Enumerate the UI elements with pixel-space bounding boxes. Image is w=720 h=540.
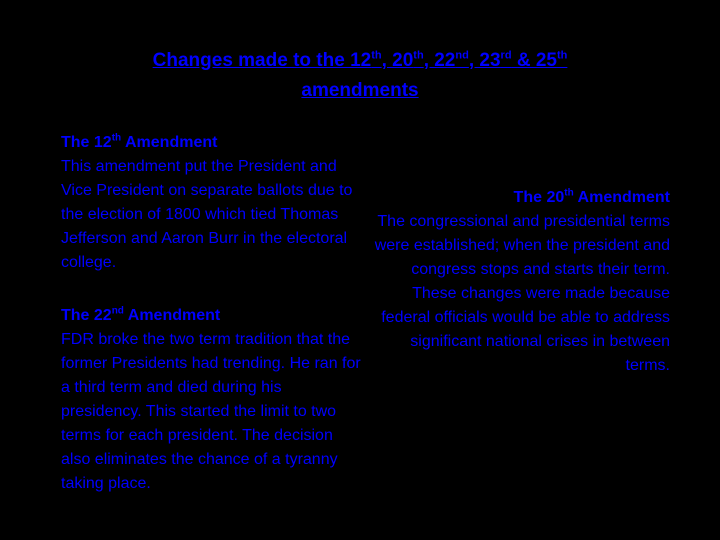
title-text: , 20 bbox=[381, 50, 414, 71]
amendment-12-body: This amendment put the President and Vice President on separate ballots due to the election of 1800 which tied Thomas Jefferson and Aaron Burr in the electoral college. bbox=[61, 158, 353, 271]
amendment-20-section bbox=[364, 186, 670, 378]
title-text: , 22 bbox=[423, 50, 456, 71]
amendment-22-heading: The 22nd Amendment bbox=[61, 305, 221, 324]
amendment-22-body: FDR broke the two term tradition that the former Presidents had trending. He ran for a third term and died during his presidency. This started the limit to two terms for each president. The decision also eliminates the chance of a tyranny taking place. bbox=[61, 331, 361, 492]
title-text: & 25 bbox=[511, 50, 557, 71]
title-line-2: amendments bbox=[301, 80, 419, 101]
title-superscript: th bbox=[556, 49, 568, 62]
title-superscript: rd bbox=[500, 49, 512, 62]
amendment-12-section bbox=[61, 131, 361, 275]
slide-title bbox=[60, 46, 660, 106]
amendment-12-heading: The 12th Amendment bbox=[61, 132, 218, 151]
amendment-22-section bbox=[61, 304, 366, 496]
title-superscript: th bbox=[371, 49, 382, 62]
title-text: Changes made to the 12 bbox=[152, 50, 372, 71]
amendment-20-heading: The 20th Amendment bbox=[513, 187, 670, 206]
title-text: , 23 bbox=[468, 50, 501, 71]
title-superscript: nd bbox=[455, 49, 469, 62]
title-superscript: th bbox=[413, 49, 424, 62]
amendment-20-body: The congressional and presidential terms were established; when the president and congress stops and starts their term. These changes were made because federal officials would be able to address significant national crises in between terms. bbox=[374, 213, 670, 374]
